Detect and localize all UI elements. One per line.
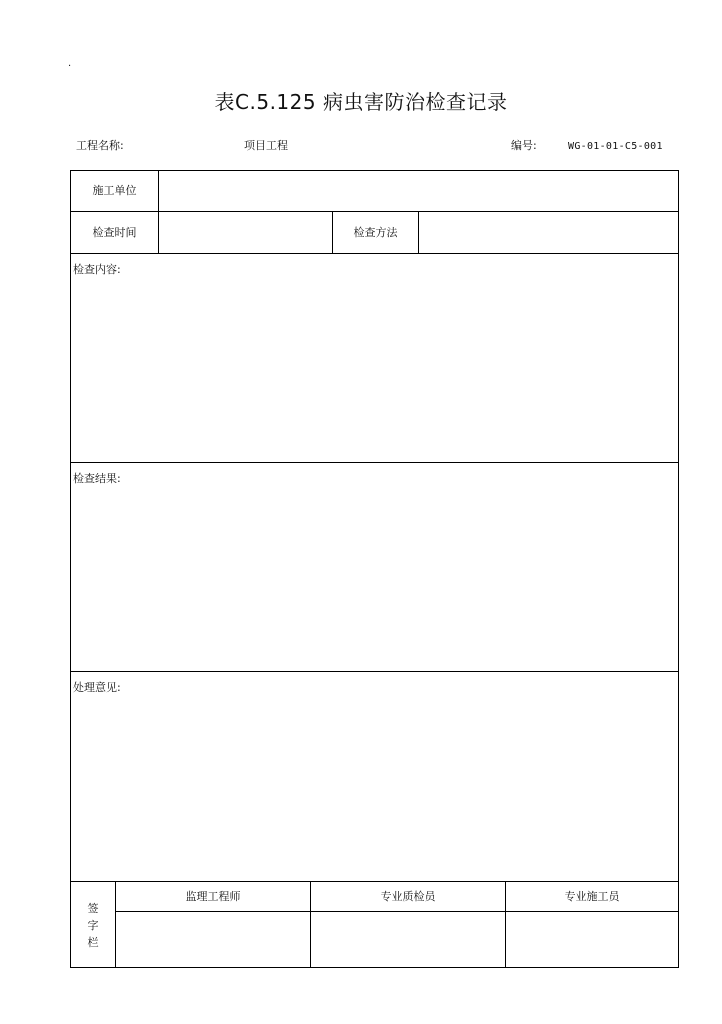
inspection-content-label: 检查内容: (73, 263, 121, 276)
signature-char-1: 签 (87, 902, 99, 915)
inspection-result-area[interactable] (71, 489, 678, 670)
inspection-method-label: 检查方法 (353, 225, 398, 239)
row-divider-3 (70, 462, 679, 463)
inspection-method-field[interactable] (419, 212, 678, 253)
page-title: 表C.5.125 病虫害防治检查记录 (214, 90, 508, 114)
number-label: 编号: (511, 139, 537, 152)
project-name-label: 工程名称: (76, 139, 124, 152)
signature-column-label (70, 883, 116, 968)
corner-dot: · (68, 61, 72, 72)
inspection-result-label: 检查结果: (73, 472, 121, 485)
row-divider-4 (70, 671, 679, 672)
handling-opinion-area[interactable] (71, 698, 678, 880)
supervising-engineer-label: 监理工程师 (185, 889, 241, 903)
number-value: WG-01-01-C5-001 (568, 141, 663, 152)
inspection-content-area[interactable] (71, 280, 678, 461)
construction-unit-field[interactable] (159, 171, 678, 211)
project-name-value: 项目工程 (244, 139, 288, 152)
signature-char-3: 栏 (87, 936, 99, 949)
construction-unit-label: 施工单位 (92, 184, 137, 197)
inspection-time-label: 检查时间 (92, 225, 137, 239)
construction-technician-signature[interactable] (506, 912, 678, 967)
quality-inspector-label: 专业质检员 (380, 889, 436, 903)
quality-inspector-signature[interactable] (311, 912, 505, 967)
construction-technician-label: 专业施工员 (564, 889, 620, 903)
handling-opinion-label: 处理意见: (73, 681, 121, 694)
row-divider-2 (70, 253, 679, 254)
signature-char-2: 字 (87, 919, 99, 932)
inspection-time-field[interactable] (159, 212, 332, 253)
supervising-engineer-signature[interactable] (116, 912, 310, 967)
